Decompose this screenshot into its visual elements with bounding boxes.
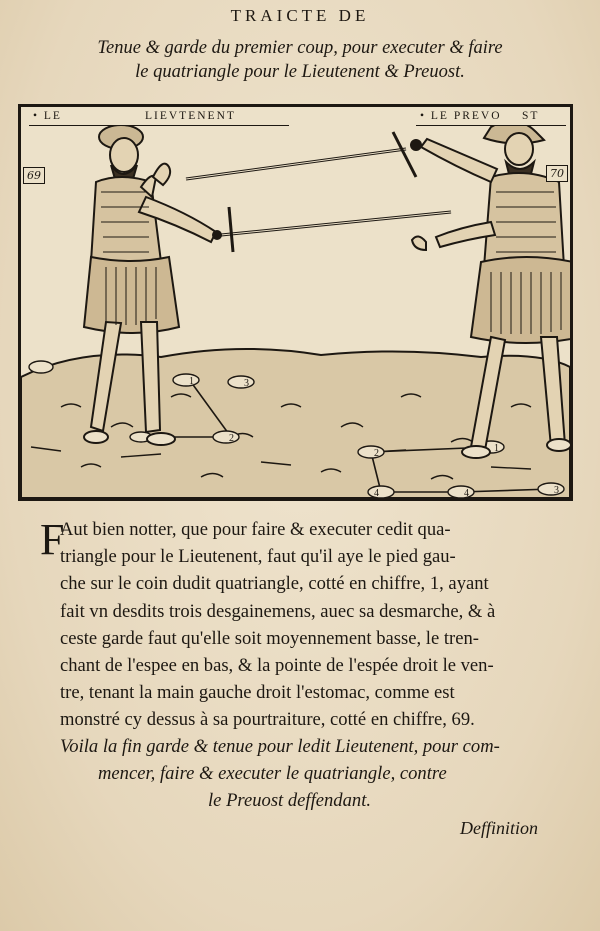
italic-line-2: mencer, faire & executer le quatriangle, contre [98, 763, 447, 785]
title-line-1: Tenue & garde du premier coup, pour executer & faire [97, 38, 503, 58]
section-title [40, 36, 560, 84]
body-line-8: monstré cy dessus à sa pourtraiture, cotté en chiffre, 69. [60, 709, 475, 731]
foot-mark-6: 2 [374, 448, 379, 459]
italic-line-1: Voila la fin garde & tenue pour ledit Lieutenent, pour com- [60, 736, 500, 757]
foot-mark-7: 3 [554, 485, 559, 496]
italic-line-3: le Preuost deffendant. [208, 790, 372, 812]
figure-number-right: 70 [546, 165, 568, 182]
italic-paragraph [60, 733, 560, 815]
body-line-1: Aut bien notter, que pour faire & executer cedit qua- [60, 519, 451, 540]
body-paragraph [60, 516, 560, 734]
foot-mark-8: 4 [464, 488, 469, 498]
catchword: Deffinition [460, 818, 538, 838]
body-line-6: chant de l'espee en bas, & la pointe de l'espée droit le ven- [60, 655, 494, 677]
fencing-scene [21, 107, 570, 498]
title-line-2: le quatriangle pour le Lieutenent & Preuost. [135, 62, 465, 82]
figure-number-left: 69 [23, 167, 45, 184]
body-line-5: ceste garde faut qu'elle soit moyennement basse, le tren- [60, 627, 479, 649]
foot-mark-3: 3 [244, 378, 249, 389]
label-prevost-a: • LE PREVO [416, 107, 519, 126]
body-line-7: tre, tenant la main gauche droit l'estomac, comme est [60, 682, 455, 704]
label-lieutenant-b: LIEVTENENT [141, 107, 289, 126]
foot-mark-5: 1 [494, 443, 499, 454]
drop-cap: F [40, 515, 65, 564]
label-lieutenant-a: • LE [29, 107, 142, 126]
body-line-4: fait vn desdits trois desgainemens, auec sa desmarche, & à [60, 600, 496, 622]
foot-mark-1: 1 [189, 376, 194, 387]
body-line-2: triangle pour le Lieutenent, faut qu'il aye le pied gau- [60, 546, 456, 568]
woodcut-illustration [18, 104, 573, 501]
label-prevost-b: ST [518, 107, 566, 126]
foot-mark-2: 2 [229, 433, 234, 444]
running-head: TRAICTE DE [230, 6, 370, 25]
foot-mark-4: 4 [374, 488, 379, 498]
body-line-3: che sur le coin dudit quatriangle, cotté en chiffre, 1, ayant [60, 573, 489, 595]
